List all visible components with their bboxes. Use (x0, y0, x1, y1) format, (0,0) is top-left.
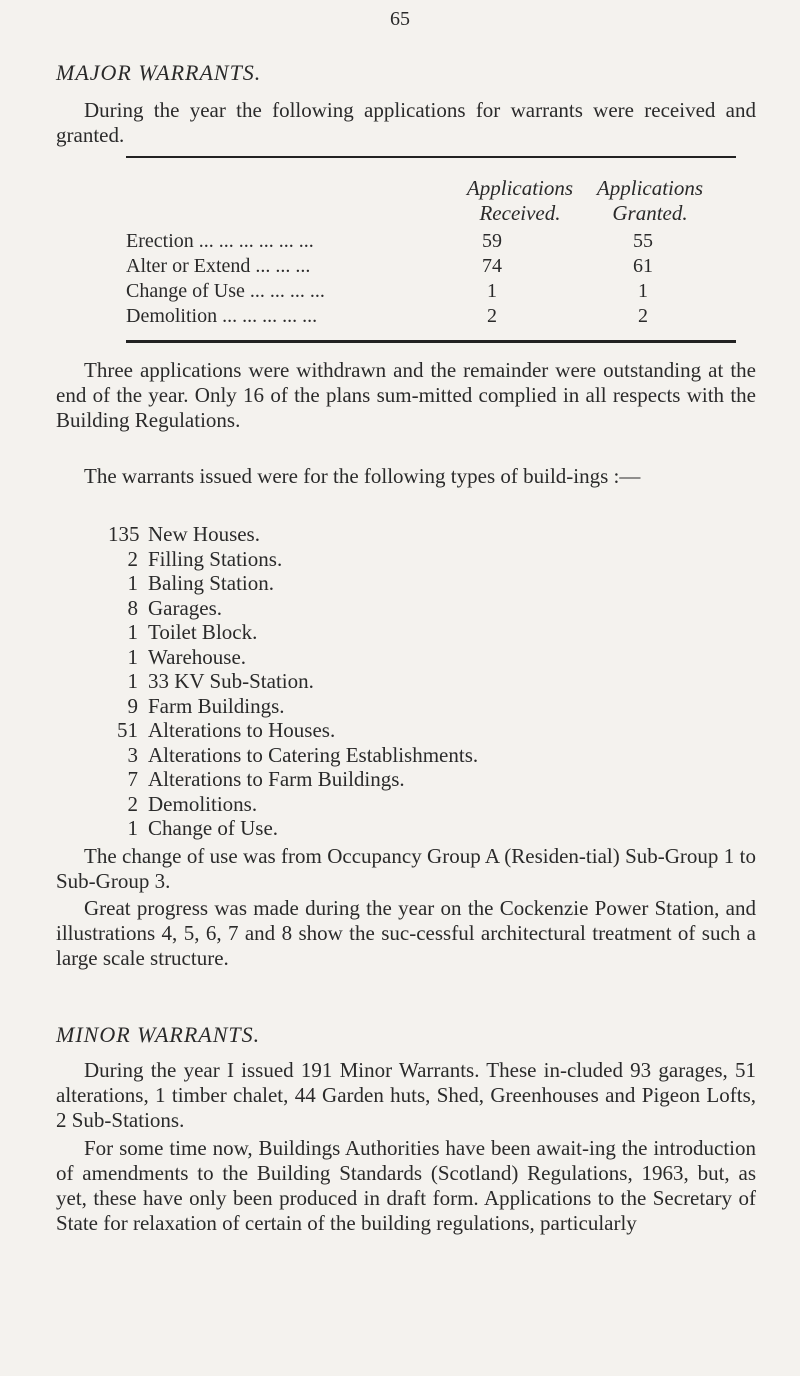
list-item-desc: Change of Use. (148, 816, 279, 840)
change-of-use-text: The change of use was from Occupancy Group A (Residen-tial) Sub-Group 1 to Sub-Group 3. (56, 844, 756, 893)
col-header-granted-line1: Applications (596, 176, 704, 200)
row-received: 59 (482, 230, 502, 252)
row-label: Alter or Extend ... ... ... (126, 255, 311, 277)
list-item (108, 620, 478, 645)
list-item (108, 792, 478, 817)
list-item-desc: Alterations to Catering Establishments. (148, 742, 479, 767)
list-item-desc: Alterations to Farm Buildings. (148, 767, 405, 791)
list-item-count: 2 (127, 791, 138, 816)
list-item (108, 669, 478, 694)
cockenzie-paragraph (56, 896, 756, 971)
regulations-text: For some time now, Buildings Authorities have been await-ing the introduction of amendments to the Building Standards (Scotland) Regulations, 1963, but, as yet, these have only been produced in draft form. Applications to the Secretary of State for relaxation of certain of the building regulations, particularly (56, 1136, 756, 1235)
withdrawn-paragraph (56, 358, 756, 433)
list-item (108, 816, 478, 841)
minor-warrants-heading: MINOR WARRANTS. (56, 1022, 261, 1047)
list-item (108, 596, 478, 621)
page-number: 65 (390, 8, 410, 30)
regulations-paragraph (56, 1136, 756, 1236)
withdrawn-text: Three applications were withdrawn and the remainder were outstanding at the end of the year. Only 16 of the plans sum-mitted complied in all respects with the Building Regulations. (56, 358, 756, 432)
table-bottom-rule (126, 340, 736, 343)
list-item-count: 1 (127, 669, 138, 693)
row-granted: 55 (633, 230, 653, 252)
list-item (108, 547, 478, 572)
building-types-intro-text: The warrants issued were for the following types of build-ings :— (84, 464, 641, 488)
table-row (126, 255, 736, 281)
building-types-intro (56, 464, 756, 489)
list-item (108, 522, 478, 547)
table-row (126, 230, 736, 256)
list-item-count: 7 (127, 767, 138, 791)
list-item-desc: Demolitions. (148, 791, 258, 816)
list-item-desc: Toilet Block. (148, 620, 258, 644)
list-item-count: 9 (127, 693, 138, 718)
list-item-desc: New Houses. (148, 522, 260, 546)
change-of-use-paragraph (56, 844, 756, 894)
list-item-desc: 33 KV Sub-Station. (148, 669, 314, 693)
list-item-count: 1 (127, 571, 138, 595)
list-item-count: 2 (127, 546, 138, 571)
row-received: 2 (487, 305, 497, 327)
list-item-count: 3 (127, 742, 138, 767)
major-warrants-heading: MAJOR WARRANTS. (56, 60, 262, 85)
list-item-count: 1 (127, 620, 138, 644)
list-item-count: 1 (127, 816, 138, 840)
row-granted: 2 (638, 305, 648, 327)
major-intro-text: During the year the following applications for warrants were received and granted. (56, 98, 756, 147)
row-received: 1 (487, 280, 497, 302)
list-item-desc: Farm Buildings. (148, 693, 285, 718)
list-item (108, 571, 478, 596)
list-item-count: 51 (117, 718, 138, 742)
minor-intro-text: During the year I issued 191 Minor Warrants. These in-cluded 93 garages, 51 alterations, 1 timber chalet, 44 Garden huts, Shed, Greenhouses and Pigeon Lofts, 2 Sub-Stations. (56, 1058, 756, 1132)
major-intro-paragraph (56, 98, 756, 148)
col-header-granted (530, 176, 770, 226)
list-item-desc: Filling Stations. (148, 546, 283, 571)
list-item (108, 645, 478, 670)
row-granted: 61 (633, 255, 653, 277)
list-item-desc: Alterations to Houses. (148, 718, 336, 742)
list-item (108, 743, 478, 768)
list-item-desc: Baling Station. (148, 571, 274, 595)
table-top-rule (126, 156, 736, 158)
list-item-desc: Warehouse. (148, 644, 247, 669)
list-item (108, 694, 478, 719)
col-header-received-line1: Applications (466, 176, 574, 200)
list-item-count: 1 (127, 644, 138, 669)
row-label: Erection ... ... ... ... ... ... (126, 230, 314, 252)
list-item (108, 767, 478, 792)
list-item-desc: Garages. (148, 595, 223, 620)
list-item (108, 718, 478, 743)
minor-intro-paragraph (56, 1058, 756, 1133)
col-header-received-line2: Received. (479, 201, 561, 225)
list-item-count: 135 (108, 522, 140, 546)
row-label: Change of Use ... ... ... ... (126, 280, 325, 302)
col-header-granted-line2: Granted. (612, 201, 688, 225)
row-label: Demolition ... ... ... ... ... (126, 305, 318, 327)
cockenzie-text: Great progress was made during the year on the Cockenzie Power Station, and illustrations 4, 5, 6, 7 and 8 show the suc-cessful architectural treatment of such a large scale structure. (56, 896, 756, 970)
row-received: 74 (482, 255, 502, 277)
table-row (126, 305, 736, 331)
row-granted: 1 (638, 280, 648, 302)
building-types-list (108, 522, 478, 841)
table-row (126, 280, 736, 306)
list-item-count: 8 (127, 595, 138, 620)
